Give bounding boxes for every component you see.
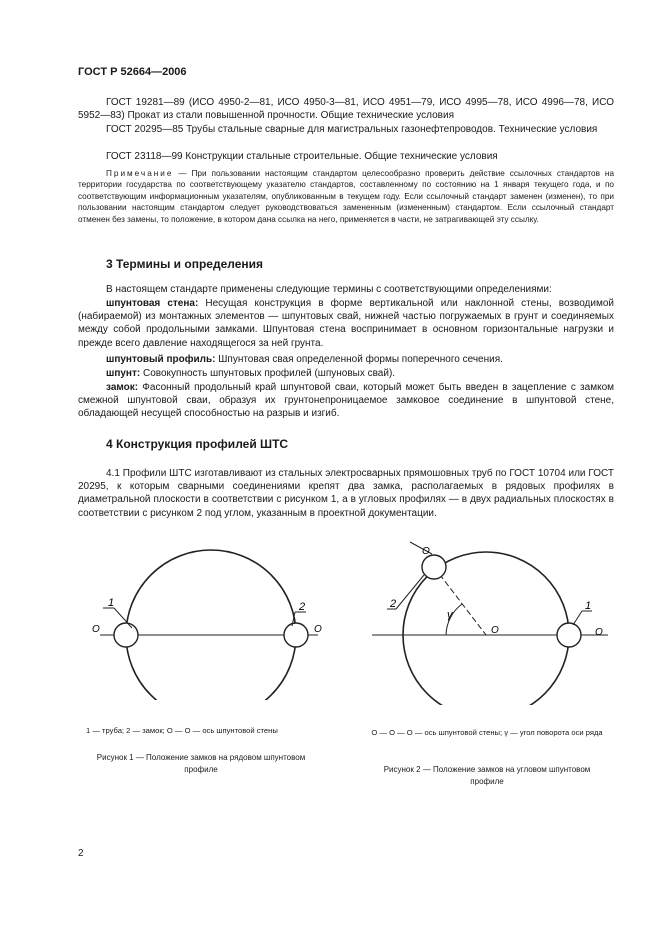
figure-2-drawing	[360, 535, 620, 705]
pipe-circle	[126, 550, 296, 700]
figure-2-caption: Рисунок 2 — Положение замков на угловом шпунтовом профиле	[383, 765, 591, 786]
figure-1-legend: 1 — труба; 2 — замок; O — O — ось шпунтовой стены	[86, 726, 278, 735]
note-text: — При пользовании настоящим стандартом целесообразно проверить действие ссылочных стандартов на территории государства по соответствующему указателю стандартов, составленному по состоянию на 1 января текущего года, и по соответствующим информационным указателям, опубликованным в текущем году. Если ссылочный стандарт заменен (изменен), то при пользовании настоящим стандартом следует руководствоваться замененным (измененным) стандартом. Если ссылочный стандарт отменен без замены, то положение, в котором дана ссылка на него, применяется в части, не затрагивающей эту ссылку.	[78, 169, 614, 224]
label-gamma: γ	[447, 609, 453, 621]
top-lock-circle	[422, 555, 446, 579]
term-label: шпунт:	[106, 368, 141, 379]
ref-gost-20295: ГОСТ 20295—85 Трубы стальные сварные для магистральных газонефтепроводов. Технические условия	[106, 124, 598, 135]
label-o-top: O	[422, 546, 430, 557]
section-3-intro: В настоящем стандарте применены следующие термины с соответствующими определениями:	[106, 284, 552, 295]
term-definition: Шпунтовая свая определенной формы поперечного сечения.	[218, 354, 503, 365]
term-lock	[78, 381, 614, 421]
section-3-heading: 3 Термины и определения	[106, 257, 264, 271]
section-4-para: 4.1 Профили ШТС изготавливают из стальных электросварных прямошовных труб по ГОСТ 10704 или ГОСТ 20295, к которым сварными соединениями крепят два замка, располагаемых в рядовых профилях в диаметральной плоскости в соответствии с рисунком 1, а в угловых профилях — в двух радиальных плоскостях в соответствии с рисунком 2 под углом, указанным в проектной документации.	[78, 468, 614, 519]
page-header: ГОСТ Р 52664—2006	[78, 66, 187, 78]
left-lock-circle	[114, 623, 138, 647]
term-label: замок:	[106, 382, 139, 393]
right-lock-circle	[284, 623, 308, 647]
ref-gost-23118: ГОСТ 23118—99 Конструкции стальные строительные. Общие технические условия	[106, 151, 498, 162]
label-o-right: O	[595, 627, 603, 638]
label-1: 1	[585, 600, 592, 612]
label-o-center: O	[491, 625, 499, 636]
term-sheet-pile-wall	[78, 297, 614, 350]
leader-1	[573, 611, 582, 625]
label-o-left: O	[92, 624, 100, 635]
figure-2-legend: O — O — O — ось шпунтовой стены; γ — угол поворота оси ряда	[371, 728, 603, 737]
term-label: шпунтовый профиль:	[106, 354, 216, 365]
right-lock-circle	[557, 623, 581, 647]
term-sheet-pile-profile	[78, 353, 614, 366]
term-definition: Совокупность шпунтовых профилей (шпуновых свай).	[143, 368, 396, 379]
label-2: 2	[390, 598, 397, 610]
label-o-right: O	[314, 624, 322, 635]
ref-gost-19281: ГОСТ 19281—89 (ИСО 4950-2—81, ИСО 4950-3—81, ИСО 4951—79, ИСО 4995—78, ИСО 4996—78, ИСО 5952—83) Прокат из стали повышенной прочности. Общие технические условия	[78, 97, 614, 122]
term-sheet-pile	[78, 367, 614, 380]
figure-1-caption: Рисунок 1 — Положение замков на рядовом шпунтовом профиле	[96, 753, 306, 774]
leader-2	[396, 575, 424, 609]
note-block	[78, 168, 614, 225]
label-2: 2	[299, 601, 306, 613]
figure-1-drawing	[70, 540, 340, 700]
section-4-heading: 4 Конструкция профилей ШТС	[106, 437, 289, 451]
term-definition: Фасонный продольный край шпунтовой сваи, который может быть введен в зацепление с замком смежной шпунтовой сваи, образуя их грунтонепроницаемое замковое соединение в шпунтовой стене, обладающей несущей способностью на разрыв и изгиб.	[78, 382, 615, 420]
note-label: Примечание	[106, 169, 174, 178]
page-number: 2	[78, 848, 84, 859]
term-label: шпунтовая стена:	[106, 298, 199, 309]
label-1: 1	[108, 597, 115, 609]
term-definition: Несущая конструкция в форме вертикальной или наклонной стены, возводимой (набираемой) из монтажных элементов — шпунтовых свай, нижней частью погружаемых в грунт и соединяемых между собой продольными замками. Шпунтовая стена воспринимает в основном горизонтальные нагрузки и прежде всего давление находящегося за ней грунта.	[78, 298, 614, 349]
radial-axis-line	[434, 567, 486, 635]
